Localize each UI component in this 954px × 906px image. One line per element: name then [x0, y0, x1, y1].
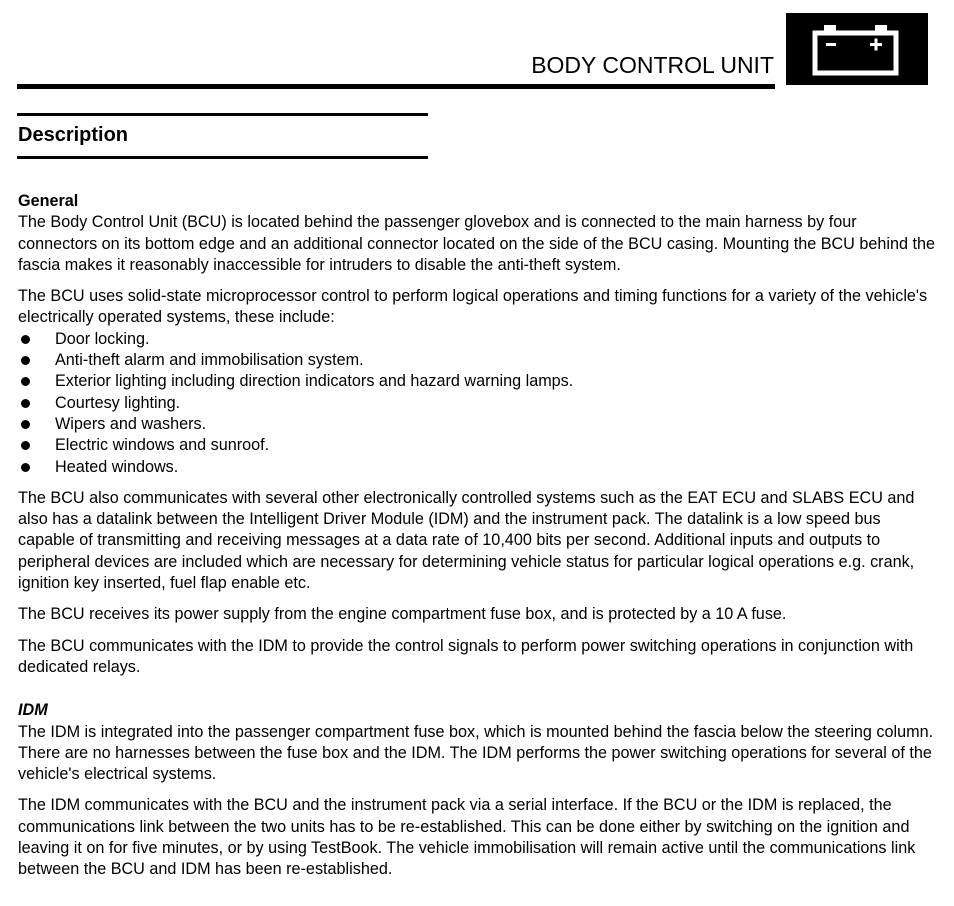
general-paragraph-3: The BCU also communicates with several other electronically controlled systems such as the EAT ECU and SLABS ECU and also has a datalink between the Intelligent Driver Module (IDM) and the instrument pack. The datalink is a low speed bus capable of transmitting and receiving messages at a data rate of 10,400 bits per second. Additional inputs and outputs to peripheral devices are included which are necessary for determining vehicle status for particular logical operations e.g. crank, ignition key inserted, fuel flap enable etc.: [18, 488, 915, 593]
list-item-text: Electric windows and sunroof.: [55, 436, 270, 455]
bullet-icon: [21, 335, 30, 344]
document-body: [18, 191, 938, 881]
bullet-icon: [21, 377, 30, 386]
bullet-icon: [21, 463, 30, 472]
general-paragraph-4: The BCU receives its power supply from the engine compartment fuse box, and is protected by a 10 A fuse.: [18, 605, 787, 624]
list-item: [18, 414, 938, 435]
systems-list: [18, 329, 938, 478]
list-item: [18, 329, 938, 350]
section-rule-top: [17, 113, 428, 116]
section-heading: Description: [18, 124, 129, 146]
idm-paragraph-1: The IDM is integrated into the passenger compartment fuse box, which is mounted behind the fascia below the steering column. There are no harnesses between the fuse box and the IDM. The IDM performs the power switching operations for several of the vehicle's electrical systems.: [18, 722, 934, 784]
list-item: [18, 350, 938, 371]
page-title: BODY CONTROL UNIT: [531, 52, 774, 78]
bullet-icon: [21, 420, 30, 429]
list-item: [18, 457, 938, 478]
battery-icon: [786, 13, 928, 85]
bullet-icon: [21, 399, 30, 408]
general-paragraph-1: The Body Control Unit (BCU) is located behind the passenger glovebox and is connected to the main harness by four connectors on its bottom edge and an additional connector located on the side of the BCU casing. Mounting the BCU behind the fascia makes it reasonably inaccessible for intruders to disable the anti-theft system.: [18, 213, 935, 274]
list-item-text: Exterior lighting including direction indicators and hazard warning lamps.: [55, 372, 574, 391]
idm-paragraph-2: The IDM communicates with the BCU and the instrument pack via a serial interface. If the BCU or the IDM is replaced, the communications link between the two units has to be re-established. This can be done either by switching on the ignition and leaving it on for five minutes, or by using TestBook. The vehicle immobilisation will remain active until the communications link between the BCU and IDM has been re-established.: [18, 796, 916, 879]
header-rule: [17, 84, 775, 89]
list-item: [18, 371, 938, 392]
list-item-text: Courtesy lighting.: [55, 393, 181, 412]
section-rule-bottom: [17, 156, 428, 159]
list-item-text: Wipers and washers.: [55, 414, 207, 433]
list-item-text: Anti-theft alarm and immobilisation system.: [55, 351, 364, 370]
list-item-text: Door locking.: [55, 329, 150, 348]
list-item: [18, 393, 938, 414]
general-paragraph-2: The BCU uses solid-state microprocessor control to perform logical operations and timing functions for a variety of the vehicle's electrically operated systems, these include:: [18, 287, 928, 327]
general-paragraph-5: The BCU communicates with the IDM to provide the control signals to perform power switching operations in conjunction with dedicated relays.: [18, 636, 914, 676]
list-item: [18, 435, 938, 456]
idm-subheading: IDM: [18, 701, 48, 720]
list-item-text: Heated windows.: [55, 457, 179, 476]
bullet-icon: [21, 356, 30, 365]
general-subheading: General: [18, 192, 79, 210]
bullet-icon: [21, 441, 30, 450]
